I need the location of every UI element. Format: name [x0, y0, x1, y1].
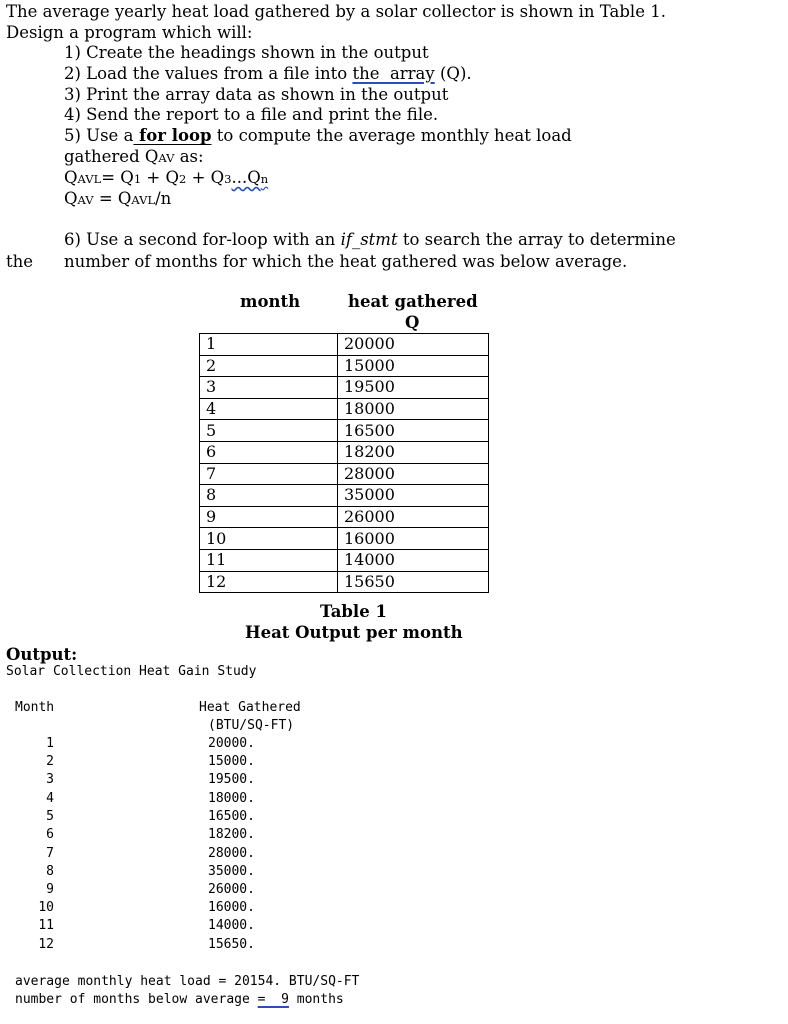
- f2-mid: = Q: [93, 189, 132, 208]
- step-5-text: 5) Use a: [64, 126, 134, 145]
- heat-cell: 20000: [338, 334, 489, 356]
- heat-cell: 19500: [338, 377, 489, 399]
- f1-s1: 1: [133, 172, 142, 186]
- step-6-the: the: [6, 252, 34, 271]
- output-below-line: [15, 991, 344, 1010]
- f1-p2: + Q: [186, 168, 225, 187]
- table-row: [200, 528, 489, 550]
- month-cell: 2: [200, 355, 338, 377]
- month-cell: 12: [200, 571, 338, 593]
- output-col-month: Month: [15, 700, 55, 715]
- table-row: [200, 334, 489, 356]
- month-cell: 8: [200, 485, 338, 507]
- f2-end: /n: [155, 189, 172, 208]
- table-row: [200, 355, 489, 377]
- output-month-value: 1: [46, 736, 54, 751]
- table-row: [200, 571, 489, 593]
- heat-cell: 16000: [338, 528, 489, 550]
- heat-cell: 35000: [338, 485, 489, 507]
- step-2-text: 2) Load the values from a file into: [64, 64, 353, 83]
- heat-cell: 15000: [338, 355, 489, 377]
- heat-cell: 18000: [338, 398, 489, 420]
- step-5-end: to compute the average monthly heat load: [211, 126, 572, 145]
- step-5-cont-text: gathered Q: [64, 147, 159, 166]
- output-heat-value: 19500.: [208, 772, 255, 787]
- for-loop-keyword: for loop: [133, 126, 212, 145]
- output-heat-value: 15650.: [208, 937, 255, 952]
- heat-cell: 16500: [338, 420, 489, 442]
- step-6: [64, 229, 676, 250]
- heat-cell: 14000: [338, 549, 489, 571]
- table-row: [200, 463, 489, 485]
- output-heat-value: 18200.: [208, 827, 255, 842]
- heat-cell: 18200: [338, 441, 489, 463]
- f1-s2: 2: [179, 172, 187, 186]
- output-month-value: 7: [46, 846, 54, 861]
- table-row: [200, 398, 489, 420]
- f2-q: Q: [64, 189, 78, 208]
- output-month-value: 2: [46, 754, 54, 769]
- output-month-value: 11: [38, 918, 54, 933]
- formula-average: [64, 188, 171, 211]
- f1-eq: = Q: [101, 168, 134, 187]
- output-month-value: 8: [46, 864, 54, 879]
- output-heat-value: 14000.: [208, 918, 255, 933]
- month-cell: 3: [200, 377, 338, 399]
- output-month-value: 10: [38, 900, 54, 915]
- output-heat-value: 15000.: [208, 754, 255, 769]
- month-cell: 5: [200, 420, 338, 442]
- output-heat-value: 18000.: [208, 791, 255, 806]
- output-heat-value: 28000.: [208, 846, 255, 861]
- step-2: [64, 63, 472, 84]
- table-row: [200, 506, 489, 528]
- table-header-heat: heat gathered: [348, 292, 478, 311]
- formula-sum: [64, 167, 268, 190]
- table-caption-title: Heat Output per month: [245, 623, 463, 642]
- intro-line-2: Design a program which will:: [6, 23, 253, 42]
- output-heat-value: 26000.: [208, 882, 255, 897]
- table-row: [200, 549, 489, 571]
- output-col-heat: Heat Gathered: [199, 700, 301, 715]
- intro-line-1: The average yearly heat load gathered by a solar collector is shown in Table 1.: [6, 2, 666, 21]
- table-row: [200, 441, 489, 463]
- step-1: 1) Create the headings shown in the output: [64, 43, 429, 62]
- month-cell: 9: [200, 506, 338, 528]
- output-label: Output:: [6, 645, 78, 664]
- table-caption: Table 1: [320, 602, 387, 621]
- month-cell: 10: [200, 528, 338, 550]
- month-cell: 6: [200, 441, 338, 463]
- heat-cell: 28000: [338, 463, 489, 485]
- f1-sn: n: [260, 172, 269, 186]
- output-month-value: 4: [46, 791, 54, 806]
- step-4: 4) Send the report to a file and print the file.: [64, 105, 439, 124]
- below-end: months: [288, 992, 344, 1007]
- step-6-line-2: number of months for which the heat gathered was below average.: [64, 252, 628, 271]
- month-cell: 4: [200, 398, 338, 420]
- output-month-value: 5: [46, 809, 54, 824]
- step-5-cont: [64, 146, 204, 169]
- output-average-line: average monthly heat load = 20154. BTU/SQ-FT: [15, 974, 360, 989]
- heat-cell: 26000: [338, 506, 489, 528]
- output-heat-value: 16500.: [208, 809, 255, 824]
- f1-sub: AVL: [77, 172, 102, 186]
- output-month-value: 12: [38, 937, 54, 952]
- output-heat-value: 20000.: [208, 736, 255, 751]
- step-2-end: (Q).: [434, 64, 472, 83]
- output-heat-value: 16000.: [208, 900, 255, 915]
- step-5-cont-end: as:: [174, 147, 204, 166]
- below-count-link[interactable]: = 9: [257, 992, 289, 1007]
- array-link[interactable]: the array: [352, 64, 435, 83]
- output-heat-value: 35000.: [208, 864, 255, 879]
- table-header-month: month: [240, 292, 301, 311]
- table-row: [200, 485, 489, 507]
- f1-p3: ...Q: [231, 168, 261, 187]
- output-month-value: 9: [46, 882, 54, 897]
- f2-sub2: AVL: [131, 193, 156, 207]
- f1-q: Q: [64, 168, 78, 187]
- step-6-end: to search the array to determine: [397, 230, 676, 249]
- month-cell: 1: [200, 334, 338, 356]
- month-cell: 11: [200, 549, 338, 571]
- f1-p1: + Q: [141, 168, 179, 187]
- output-month-value: 6: [46, 827, 54, 842]
- step-5: [64, 125, 572, 146]
- f1-s3: 3: [224, 172, 232, 186]
- step-6-text: 6) Use a second for-loop with an: [64, 230, 341, 249]
- heat-table: [199, 333, 489, 593]
- output-col-units: (BTU/SQ-FT): [208, 718, 295, 733]
- f2-sub: AV: [77, 193, 94, 207]
- if-stmt-keyword: if_stmt: [340, 230, 398, 249]
- output-month-value: 3: [46, 772, 54, 787]
- heat-cell: 15650: [338, 571, 489, 593]
- step-3: 3) Print the array data as shown in the output: [64, 85, 449, 104]
- table-header-q: Q: [405, 313, 420, 332]
- table-row: [200, 377, 489, 399]
- month-cell: 7: [200, 463, 338, 485]
- output-title: Solar Collection Heat Gain Study: [6, 664, 257, 679]
- below-text: number of months below average: [15, 992, 258, 1007]
- table-row: [200, 420, 489, 442]
- qav-subscript: AV: [158, 151, 175, 165]
